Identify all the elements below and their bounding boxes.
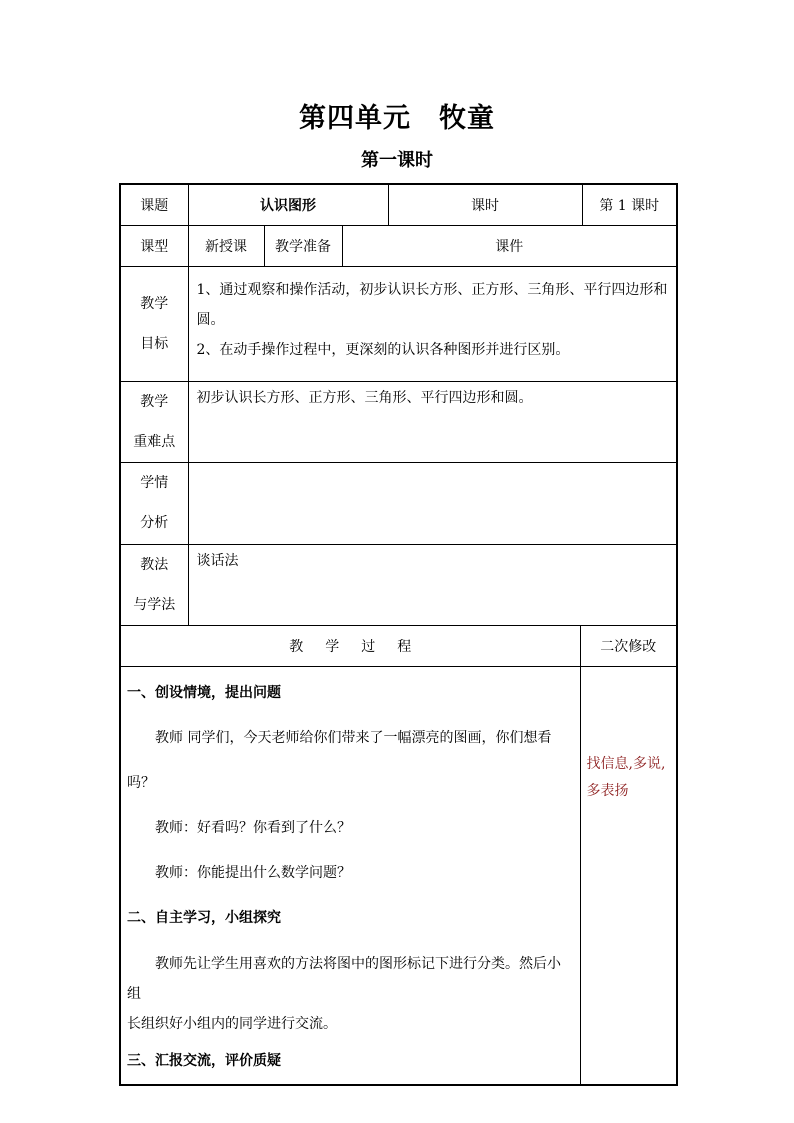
goal-line-1: 1、通过观察和操作活动，初步认识长方形、正方形、三角形、平行四边形和: [196, 281, 668, 298]
goals-label-line-1: 教学: [140, 295, 169, 312]
process-line-3: 教师：你能提出什么数学问题？: [155, 864, 351, 881]
methods-text: 谈话法: [196, 552, 239, 569]
process-line-5: 长组织好小组内的同学进行交流。: [127, 1015, 337, 1032]
goal-line-2: 圆。: [196, 311, 225, 328]
revision-note: [580, 666, 677, 1085]
type-value: 新授课: [188, 225, 264, 266]
process-section-1: 一、创设情境，提出问题: [127, 684, 281, 701]
methods-label-line-1: 教法: [140, 556, 169, 573]
process-line-4: 教师先让学生用喜欢的方法将图中的图形标记下进行分类。然后小组: [127, 955, 561, 1002]
process-section-2: 二、自主学习，小组探究: [127, 909, 281, 926]
page-subtitle: 第一课时: [361, 150, 433, 171]
key-points-content: [188, 381, 677, 462]
prep-value: 课件: [342, 225, 677, 266]
page-title: 第四单元 牧童: [299, 103, 495, 134]
methods-label: [120, 544, 188, 625]
type-label: 课型: [120, 225, 188, 266]
key-points-label-line-2: 重难点: [133, 433, 176, 450]
key-points-label-line-1: 教学: [140, 393, 169, 410]
process-content: [120, 666, 580, 1085]
methods-content: [188, 544, 677, 625]
goals-label-line-2: 目标: [140, 335, 169, 352]
revision-note-line-1: 找信息,多说,: [586, 755, 666, 772]
process-line-2: 教师：好看吗？你看到了什么？: [155, 819, 351, 836]
topic-label: 课题: [120, 184, 188, 225]
lesson-plan-table: [119, 183, 678, 1086]
revision-note-line-2: 多表扬: [586, 782, 629, 799]
key-points-text: 初步认识长方形、正方形、三角形、平行四边形和圆。: [196, 389, 533, 406]
topic-value: 认识图形: [188, 184, 388, 225]
period-label: 课时: [388, 184, 582, 225]
prep-label: 教学准备: [264, 225, 342, 266]
key-points-label: [120, 381, 188, 462]
goal-line-3: 2、在动手操作过程中，更深刻的认识各种图形并进行区别。: [196, 341, 570, 358]
process-header: 教学过程: [120, 625, 580, 666]
goals-content: [188, 266, 677, 381]
process-line-1: 教师 同学们，今天老师给你们带来了一幅漂亮的图画，你们想看吗？: [127, 729, 552, 791]
period-value: 第 1 课时: [582, 184, 677, 225]
analysis-label: [120, 462, 188, 544]
revision-header: 二次修改: [580, 625, 677, 666]
goals-label: [120, 266, 188, 381]
analysis-content: [188, 462, 677, 544]
analysis-label-line-2: 分析: [140, 515, 169, 531]
methods-label-line-2: 与学法: [133, 596, 176, 613]
analysis-label-line-1: 学情: [140, 475, 169, 491]
process-section-3: 三、汇报交流，评价质疑: [127, 1052, 281, 1069]
